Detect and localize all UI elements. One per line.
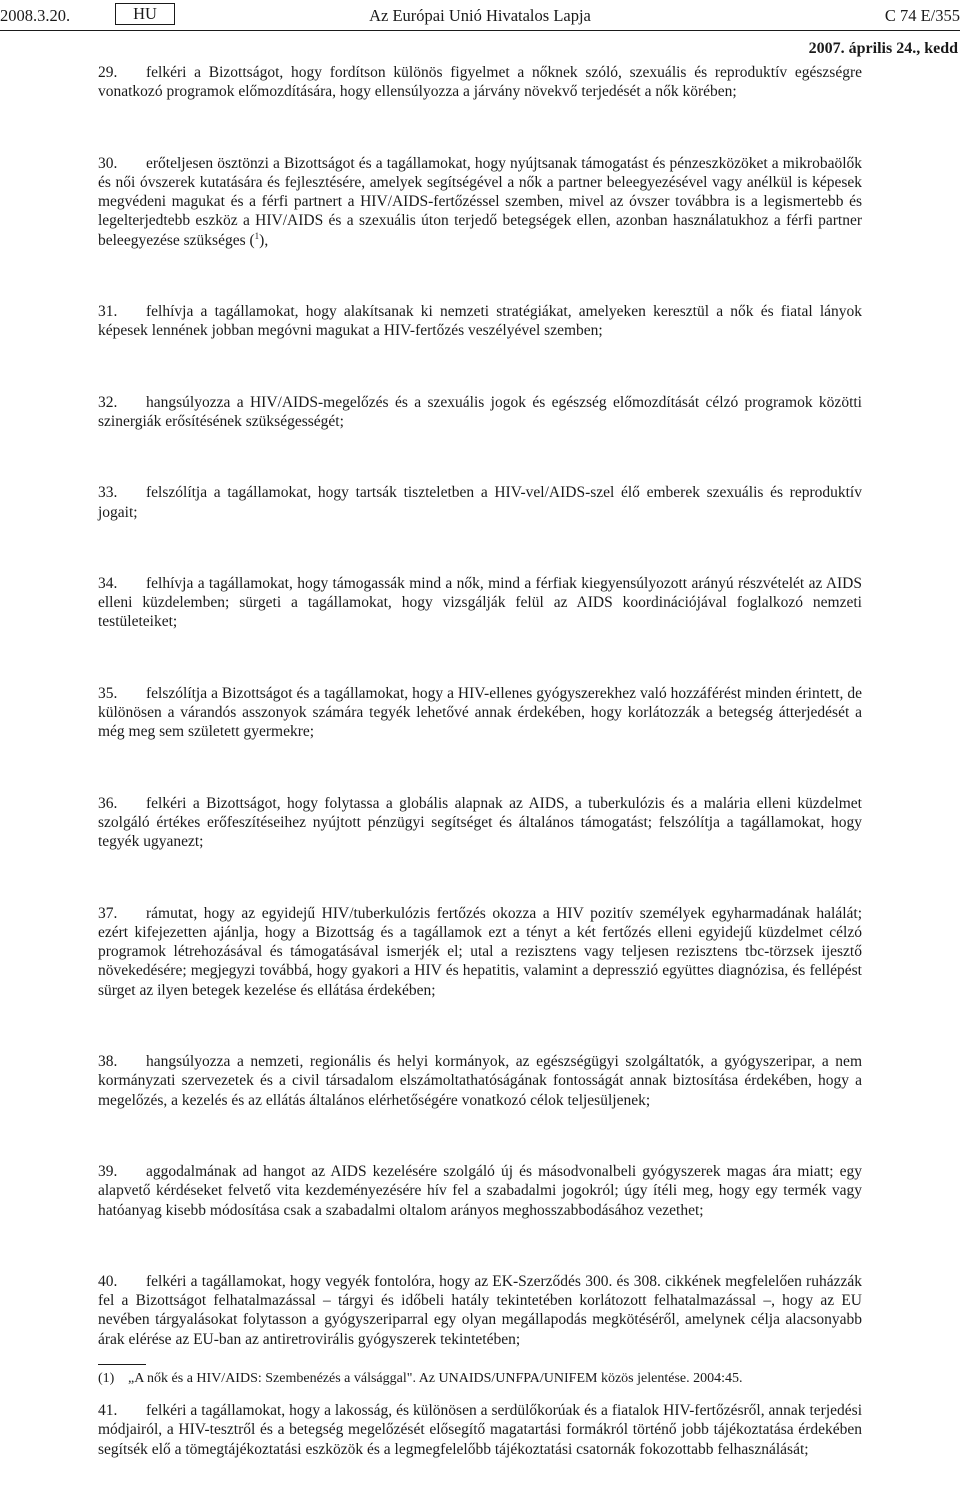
paragraph-text: felkéri a Bizottságot, hogy fordítson különös figyelmet a nőknek szóló, szexuális és reproduktív egészségre vonatkozó programok előmozdítására, hogy ellensúlyozza a járvány növekvő terjedését a nők körében;	[98, 64, 862, 101]
paragraph-37	[98, 904, 862, 1000]
paragraph-text: rámutat, hogy az egyidejű HIV/tuberkulózis fertőzés okozza a HIV pozitív személyek egyharmadának halálát; ezért kifejezetten ajánlja, hogy a Bizottság és a tagállamok ezt a tényt a két fertőzés elleni egyidejű küzdelmet célzó programok létrehozásával és támogatásával ismerjék el; utal a rezisztens vagy teljesen rezisztens tbc-törzsek ijesztő növekedésére; megjegyzi továbbá, hogy gyakori a HIV és hepatitis, valamint a depresszió együttes diagnózisa, és fellépést sürget az ilyen betegek kezelése és ellátása érdekében;	[98, 904, 862, 999]
paragraph-41	[98, 1401, 862, 1459]
paragraph-40	[98, 1272, 862, 1349]
footnote-mark: (1)	[98, 1371, 115, 1386]
paragraph-text: felkéri a tagállamokat, hogy vegyék fontolóra, hogy az EK-Szerződés 300. és 308. cikkének megfelelően ruházzák fel a Bizottságot felhatalmazással – tárgyi és időbeli hatály tekintetében korlátozott felhatalmazással –, hogy az EU nevében tárgyalásokat folytasson a gyógyszeriparral egy olyan megállapodás megkötéséről, amelynek célja alacsonyabb árak elérése az EU-ban az antiretrovirális gyógyszerek tekintetében;	[98, 1272, 862, 1348]
footnote-reference[interactable]: 1	[254, 230, 260, 241]
paragraph-34	[98, 574, 862, 632]
publication-date: 2008.3.20.	[0, 6, 71, 25]
paragraph-number: 36.	[98, 794, 118, 812]
paragraph-text: hangsúlyozza a HIV/AIDS-megelőzés és a szexuális jogok és egészség előmozdítását célzó programok közötti szinergiák erősítésének szükségességét;	[98, 393, 862, 430]
paragraph-text: erőteljesen ösztönzi a Bizottságot és a tagállamokat, hogy nyújtsanak támogatást és pénzeszközöket a mikrobaölők és női óvszerek kutatására és fejlesztésére, amelyek segítségével a nők a partner beleegyezésével vagy anélkül is képesek megvédeni magukat és a férfi partnert a HIV/AIDS-fertőzéssel szemben, mivel az óvszer továbbra is a legismertebb és legelterjedtebb eszköz a HIV/AIDS és a szexuális úton terjedő betegségek ellen, azonban használatukhoz a férfi partner beleegyezése szükséges	[98, 154, 862, 249]
paragraph-text: felszólítja a tagállamokat, hogy tartsák tiszteletben a HIV-vel/AIDS-szel élő emberek szexuális és reproduktív jogait;	[98, 484, 862, 521]
paragraph-33	[98, 483, 862, 522]
footnote-divider	[98, 1364, 146, 1365]
language-badge: HU	[115, 3, 175, 25]
page-reference: C 74 E/355	[884, 6, 960, 25]
paragraph-number: 34.	[98, 574, 118, 592]
paragraph-text: felkéri a tagállamokat, hogy a lakosság, és különösen a serdülőkorúak és a fiatalok HIV-fertőzésről, annak terjedési módjairól, a HIV-tesztről és a betegség megelőzését elősegítő magatartási formákról történő jobb tájékoztatása érdekében segítsék elő a tömegtájékoztatási eszközök és a legmegfelelőbb tájékoztatási csatornák fokozottabb felhasználását;	[98, 1401, 862, 1458]
paragraph-36	[98, 794, 862, 852]
paragraph-35	[98, 684, 862, 742]
paragraph-tail: ),	[259, 231, 269, 249]
paragraph-number: 30.	[98, 154, 118, 172]
paragraph-32	[98, 393, 862, 432]
paragraph-number: 35.	[98, 684, 118, 702]
journal-title: Az Európai Unió Hivatalos Lapja	[369, 6, 591, 25]
footnote	[98, 1371, 862, 1387]
footnote-text: „A nők és a HIV/AIDS: Szembenézés a válsággal". Az UNAIDS/UNFPA/UNIFEM közös jelentése. 2004:45.	[128, 1371, 743, 1386]
paragraph-number: 37.	[98, 904, 118, 922]
paragraph-number: 31.	[98, 303, 118, 321]
document-body	[98, 63, 862, 1511]
paragraph-text: felhívja a tagállamokat, hogy támogassák mind a nők, mind a férfiak kiegyensúlyozott arányú részvételét az AIDS elleni küzdelemben; sürgeti a tagállamokat, hogy vizsgálják felül az AIDS koordinációjával foglalkozó nemzeti testületeiket;	[98, 574, 862, 631]
paragraph-number: 39.	[98, 1162, 118, 1180]
paragraph-text: felszólítja a Bizottságot és a tagállamokat, hogy a HIV-ellenes gyógyszerekhez való hozzáférést minden érintett, de különösen a várandós asszonyok számára tegyék lehetővé annak érdekében, hogy korlátozzák a betegség átterjedését a még meg sem született gyermekre;	[98, 684, 862, 741]
paragraph-text: hangsúlyozza a nemzeti, regionális és helyi kormányok, az egészségügyi szolgáltatók, a gyógyszeripar, a nem kormányzati szervezetek és a civil társadalom elszámoltathatóságának fontosságát annak biztosítása érdekében, hogy a megelőzés, a kezelés és az ellátás általános elérhetőségére vonatkozó célok teljesüljenek;	[98, 1053, 862, 1109]
paragraph-text: aggodalmának ad hangot az AIDS kezelésére szolgáló új és másodvonalbeli gyógyszerek magas ára miatt; egy alapvető kérdéseket felvető vita kezdeményezésére hív fel a szabadalmi jogokról; úgy ítéli meg, hogy egy termék vagy hatóanyag kisebb módosítása csak a szabadalmi oltalom arányos meghosszabbodásához vezethet;	[98, 1162, 862, 1219]
paragraph-text: felhívja a tagállamokat, hogy alakítsanak ki nemzeti stratégiákat, amelyeken keresztül a nők és fiatal lányok képesek lennének jobban megóvni magukat a HIV-fertőzés veszélyével szemben;	[98, 303, 862, 340]
page-header	[0, 0, 960, 31]
paragraph-29	[98, 63, 862, 102]
paragraph-38	[98, 1052, 862, 1110]
paragraph-text: felkéri a Bizottságot, hogy folytassa a globális alapnak az AIDS, a tuberkulózis és a malária elleni küzdelmet szolgáló értékes erőfeszítéseihez nyújtott pénzügyi segítséget és általános támogatást; felszólítja a tagállamokat, hogy tegyék ugyanezt;	[98, 794, 862, 851]
paragraph-31	[98, 302, 862, 341]
paragraph-number: 40.	[98, 1272, 118, 1290]
paragraph-39	[98, 1162, 862, 1220]
paragraph-number: 29.	[98, 64, 118, 81]
paragraph-number: 38.	[98, 1053, 118, 1071]
paragraph-30: 30. erőteljesen ösztönzi a Bizottságot és a tagállamokat, hogy nyújtsanak támogatást és pénzeszközöket a mikrobaölők és női óvszerek kutatására és fejlesztésére, amelyek segítségével a nők a partner beleegyezésével vagy anélkül is képesek megvédeni magukat és a férfi partnert a HIV/AIDS-fertőzéssel szemben, mivel az óvszer továbbra is a legismertebb és legelterjedtebb eszköz a HIV/AIDS és a szexuális úton terjedő betegségek ellen, azonban használatukhoz a férfi partner beleegyezése szükséges ($^1$),	[98, 154, 862, 249]
paragraph-number: 33.	[98, 484, 118, 502]
sitting-date: 2007. április 24., kedd	[808, 40, 958, 57]
paragraph-number: 32.	[98, 393, 118, 411]
paragraph-number: 41.	[98, 1401, 118, 1419]
